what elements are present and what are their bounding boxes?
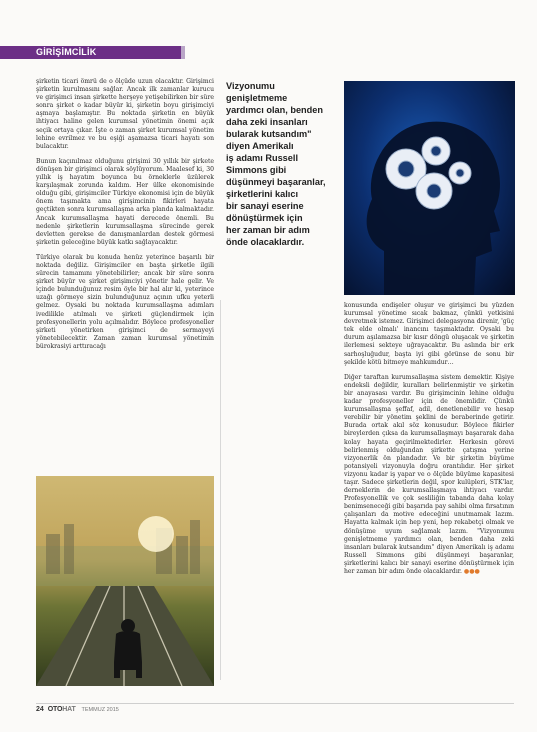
paragraph — [344, 374, 514, 576]
paragraph: şirketin ticari ömrü de o ölçüde uzun olacaktır. Girişimci şirketin kurulmasını sağlar. Ancak ilk zamanlar kurucu ve girişimci insan şirkette herşeye yetişebilirken bir süre sonra şirket o kadar büyür ki, şirketin boyu girişimciyi aşmaya başlamıştır. Bu noktada şirketin en büyük ihtiyacı haline gelen kurumsal yönetimin önemi açık seçik ortaya çıkar. İşte o zaman şirket kurumsal yönetim lehine evrilmez ve bu eşiği aşamazsa ticari hayatı son bulacaktır. — [36, 78, 214, 150]
column-divider — [220, 300, 221, 680]
header-accent-bar — [181, 46, 185, 59]
paragraph: konusunda endişeler oluşur ve girişimci bu yüzden kurumsal yönetime sıcak bakmaz, çünkü yetkisini devretmek istemez. Girişimci delegasyona direnir, 'güç tek elde olmalı' inancını taşımaktadır. Oysaki bu durum aşılamazsa bir kısır döngü oluşacak ve şirketin ilerlemesi sekteye uğrayacaktır. Bu aslında bir erk sarhoşluğudur, başta iyi gibi görünse de sonu bir şekilde kötü bitmeye mahkumdur… — [344, 302, 514, 366]
section-header — [0, 46, 185, 59]
pull-quote: Vizyonumu genişletmeme yardımcı olan, benden daha zeki insanları bularak kutsandım" diyen Amerikalı iş adamı Russell Simmons gibi düşünmeyi başaranlar, şirketlerini kalıcı bir sanayi eserine dönüştürmek için her zaman bir adım önde olacaklardır. — [226, 81, 326, 247]
section-title: GİRİŞİMCİLİK — [36, 47, 97, 57]
paragraph: Bunun kaçınılmaz olduğunu girişimi 30 yıllık bir şirkete dönüşen bir girişimci olarak söylüyorum. Maalesef ki, 30 yıllık iş hayatım boyunca bu örneklerle üzülerek karşılaşmak zorunda kaldım. Her ülke ekonomisinde olduğu gibi, girişimciler Türkiye ekonomisi için de büyük önem taşımakta ama girişimcinin fikirleri hayata geçtikten sonra kurumsallaşma arka planda kalmaktadır. Ancak kurumsallaşma hayati derecede önemli. Bu nedenle şirketlerin kurumsallaşma sürecinde gerek devletten gerekse de danışmanlardan destek görmesi şirketin geleceğine büyük katkı sağlayacaktır. — [36, 157, 214, 246]
runner-start-image — [36, 476, 214, 686]
magazine-logo-part: OTO — [47, 706, 63, 713]
paragraph: Türkiye olarak bu konuda henüz yeterince başarılı bir noktada değiliz. Girişimciler en başta şirketle ilgili sürecin tamamını yönetebilirler; ancak bir süre sonra şirket büyür ve şirket girişimciyi yönetir hale gelir. Ve içinde bulunduğunuz resim öyle bir hal alır ki, yeterince uzağı görmeye sizin bulunduğunuz açının ufku yeterli gelmez. Oysaki bu noktada kurumsallaşma adımları ivedilikle atılmalı ve şirketi güçlendirmek için profesyonellerin yolu açılmalıdır. Böylece profesyoneller şirketi yönetirken girişimci de sermayeyi yönetebilecektir. Zaman zaman kurumsal yönetimin bürokrasiyi arttıracağı — [36, 253, 214, 350]
head-gears-image — [344, 81, 515, 295]
magazine-logo — [48, 706, 76, 713]
page-footer — [36, 706, 119, 713]
paragraph-text: Diğer taraftan kurumsallaşma sistem demektir. Kişiye endeksli değildir, kuralları belirlenmiştir ve şirketin bir anayasası vardır. Bu girişimcinin lehine olduğu kadar profesyoneller için de önemlidir. Çünkü kurumsallaşma şeffaf, adil, denetlenebilir ve hesap verebilir bir yönetim şeklini de beraberinde getirir. Burada ortak akıl söz konusudur. Böylece fikirler bireylerden çıksa da kurumsallaşmayı başararak daha kolay hayata geçirilmektedirler. Herkesin görevi belirlenmiş olduğundan şirkette çatışma yerine vizyonerlik ön plandadır. Ve bir şirketin büyüme potansiyeli vizyonuyla doğru orantılıdır. Her şirket vizyonu kadar iş yapar ve o ölçüde büyüme kapasitesi taşır. Sadece şirketlerin değil, spor kulüpleri, STK'lar, derneklerin de kurumsallaşmaya ihtiyacı vardır. Profesyonellik ve çok sesliliğin tabanda daha kolay benimseneceği gibi başarıda pay sahibi olma fırsatının çalışanları da motive edeceğini unutmamak lazım. Hayatta kalmak için hep yeni, hep rekabetçi olmak ve dönüşüme uyum sağlamak lazım. "Vizyonumu genişletmeme yardımcı olan, benden daha zeki insanları bularak kutsandım" diyen Amerikalı iş adamı Russell Simmons gibi düşünmeyi başaranlar, şirketlerini kalıcı bir sanayi eserine dönüştürmek için her zaman bir adım önde olacaklardır. — [344, 373, 514, 575]
runner-illustration — [36, 476, 214, 686]
page-number: 24 — [36, 706, 44, 713]
right-column — [344, 302, 514, 583]
end-mark-icon: ●●● — [463, 568, 480, 575]
magazine-logo-part: HAT — [62, 706, 76, 713]
left-column — [36, 78, 214, 358]
footer-rule — [36, 703, 514, 704]
head-gears-illustration — [344, 81, 515, 295]
issue-date: TEMMUZ 2015 — [81, 706, 119, 713]
